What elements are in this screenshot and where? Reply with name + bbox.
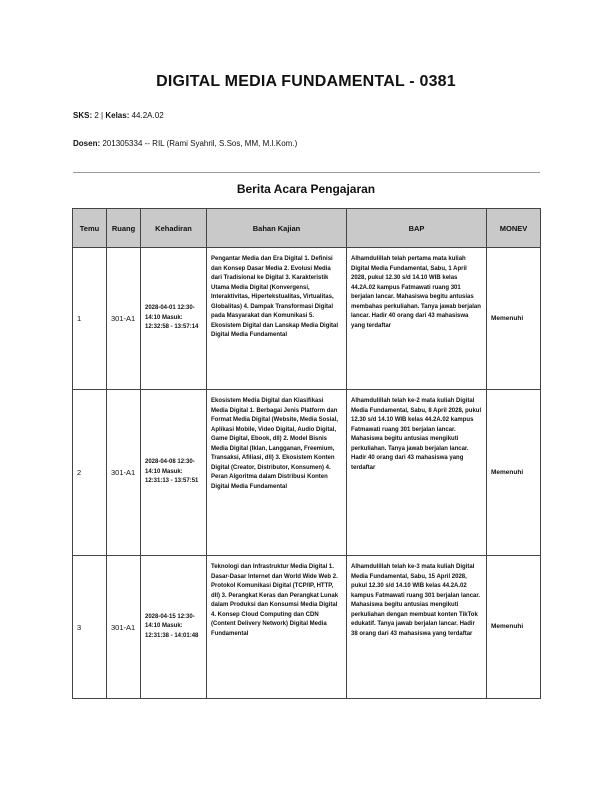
column-header-monev: MONEV [487,209,541,248]
cell-ruang: 301-A1 [107,390,141,556]
cell-monev: Memenuhi [487,390,541,556]
page-title: DIGITAL MEDIA FUNDAMENTAL - 0381 [156,73,456,90]
teaching-record-table [72,208,541,699]
cell-monev: Memenuhi [487,556,541,699]
table-row [73,556,541,699]
cell-monev: Memenuhi [487,248,541,390]
dosen-label: Dosen: [73,139,101,148]
cell-temu: 2 [73,390,107,556]
sks-value: 2 [94,111,99,120]
cell-kehadiran: 2028-04-15 12:30-14:10 Masuk: 12:31:38 - 14:01:48 [141,556,207,699]
column-header-ruang: Ruang [107,209,141,248]
cell-bap: Alhamdulillah telah ke-3 mata kuliah Digital Media Fundamental, Sabu, 15 April 2028, pukul 12.30 s/d 14.10 WIB kelas 44.2A.02 kampus Fatmawati ruang 301 berjalan lancar. Mahasiswa begitu antusias mengikuti perkuliahan dengan membuat konten TikTok edukatif. Tanya jawab berjalan lancar. Hadir 38 orang dari 43 mahasiswa yang terdaftar [347,556,487,699]
cell-kehadiran: 2028-04-08 12:30-14:10 Masuk: 12:31:13 - 13:57:51 [141,390,207,556]
cell-bahan-kajian: Pengantar Media dan Era Digital 1. Definisi dan Konsep Dasar Media 2. Evolusi Media dari Tradisional ke Digital 3. Karakteristik Utama Media Digital (Konvergensi, Interaktivitas, Hipertekstualitas, Virtualitas, Globalitas) 4. Dampak Transformasi Digital pada Masyarakat dan Komunikasi 5. Ekosistem Digital dan Lanskap Media Digital Digital Media Fundamental [207,248,347,390]
kelas-label: Kelas: [105,111,130,120]
course-meta-sks-kelas [73,111,164,120]
cell-bap: Alhamdulillah telah ke-2 mata kuliah Digital Media Fundamental, Sabu, 8 April 2028, pukul 12.30 s/d 14.10 WIB kelas 44.2A.02 kampus Fatmawati ruang 301 berjalan lancar. Mahasiswa begitu antusias mengikuti perkuliahan. Tanya jawab berjalan lancar. Hadir 40 orang dari 43 mahasiswa yang terdaftar [347,390,487,556]
cell-kehadiran: 2028-04-01 12:30-14:10 Masuk: 12:32:58 - 13:57:14 [141,248,207,390]
column-header-bap: BAP [347,209,487,248]
table-row [73,390,541,556]
column-header-temu: Temu [73,209,107,248]
cell-temu: 1 [73,248,107,390]
cell-ruang: 301-A1 [107,556,141,699]
separator: | [101,111,104,120]
cell-bahan-kajian: Teknologi dan Infrastruktur Media Digital 1. Dasar-Dasar Internet dan World Wide Web 2. Protokol Komunikasi Digital (TCP/IP, HTTP, dll) 3. Perangkat Keras dan Perangkat Lunak dalam Produksi dan Konsumsi Media Digital 4. Konsep Cloud Computing dan CDN (Content Delivery Network) Digital Media Fundamental [207,556,347,699]
cell-temu: 3 [73,556,107,699]
divider [73,172,540,173]
sks-label: SKS: [73,111,93,120]
course-meta-dosen [73,139,297,148]
dosen-value: 201305334 -- RIL (Rami Syahril, S.Sos, MM, M.I.Kom.) [102,139,298,148]
column-header-bahan-kajian: Bahan Kajian [207,209,347,248]
column-header-kehadiran: Kehadiran [141,209,207,248]
cell-bap: Alhamdulillah telah pertama mata kuliah Digital Media Fundamental, Sabu, 1 April 2028, pukul 12.30 s/d 14.10 WIB kelas 44.2A.02 kampus Fatmawati ruang 301 berjalan lancar. Mahasiswa begitu antusias membahas perkuliahan. Tanya jawab berjalan lancar. Hadir 40 orang dari 43 mahasiswa yang terdaftar [347,248,487,390]
section-title: Berita Acara Pengajaran [236,182,376,196]
table-row [73,248,541,390]
cell-ruang: 301-A1 [107,248,141,390]
table-header-row [73,209,541,248]
kelas-value: 44.2A.02 [131,111,164,120]
cell-bahan-kajian: Ekosistem Media Digital dan Klasifikasi Media Digital 1. Berbagai Jenis Platform dan Format Media Digital (Website, Media Sosial, Aplikasi Mobile, Video Digital, Audio Digital, Game Digital, Ebook, dll) 2. Model Bisnis Media Digital (Iklan, Langganan, Freemium, Transaksi, Afiliasi, dll) 3. Ekosistem Konten Digital (Creator, Distributor, Konsumen) 4. Peran Algoritma dalam Distribusi Konten Digital Media Fundamental [207,390,347,556]
